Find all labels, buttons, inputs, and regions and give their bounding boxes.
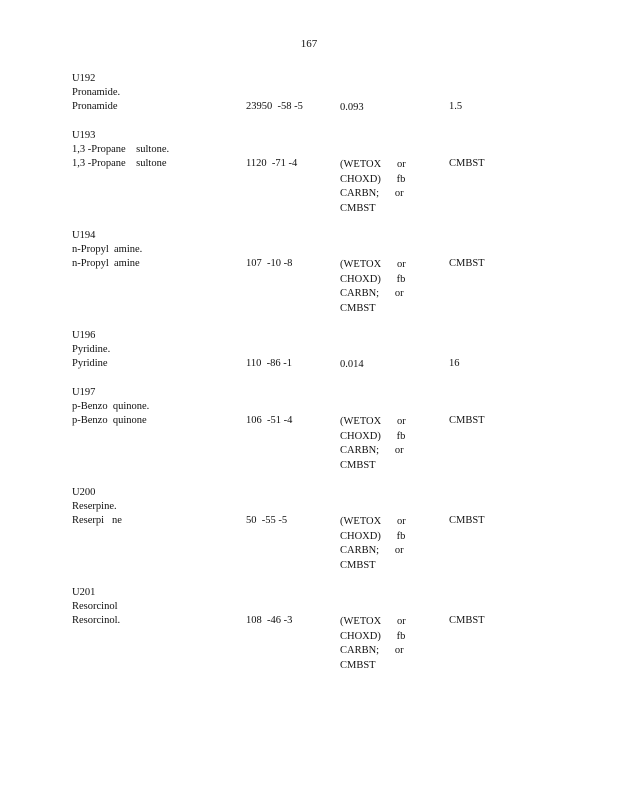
cas-number: 107 -10 -8: [246, 258, 293, 269]
nonwastewater-standard: 16: [449, 358, 460, 369]
cas-number: 106 -51 -4: [246, 415, 293, 426]
constituent-name: Reserpi ne: [72, 515, 122, 526]
wastewater-standard: 0.014: [340, 359, 364, 370]
cas-number: 23950 -58 -5: [246, 101, 303, 112]
cas-number: 110 -86 -1: [246, 358, 292, 369]
constituent-name: Pyridine: [72, 358, 108, 369]
wastewater-standard: (WETOX or CHOXD) fb CARBN; or CMBST: [340, 259, 406, 314]
waste-title: n-Propyl amine.: [72, 244, 143, 255]
waste-title: Pronamide.: [72, 87, 121, 98]
nonwastewater-standard: CMBST: [449, 515, 485, 526]
constituent-name: Resorcinol.: [72, 615, 121, 626]
cas-number: 108 -46 -3: [246, 615, 293, 626]
wastewater-standard: (WETOX or CHOXD) fb CARBN; or CMBST: [340, 616, 406, 671]
nonwastewater-standard: CMBST: [449, 615, 485, 626]
waste-code: U201: [72, 587, 96, 598]
wastewater-standard: (WETOX or CHOXD) fb CARBN; or CMBST: [340, 516, 406, 571]
page-number: 167: [300, 38, 318, 50]
wastewater-standard: (WETOX or CHOXD) fb CARBN; or CMBST: [340, 416, 406, 471]
waste-code: U193: [72, 130, 96, 141]
waste-code: U200: [72, 487, 96, 498]
constituent-name: p-Benzo quinone: [72, 415, 147, 426]
nonwastewater-standard: CMBST: [449, 158, 485, 169]
waste-title: Pyridine.: [72, 344, 111, 355]
waste-code: U194: [72, 230, 96, 241]
constituent-name: 1,3 -Propane sultone: [72, 158, 167, 169]
waste-title: 1,3 -Propane sultone.: [72, 144, 170, 155]
waste-title: p-Benzo quinone.: [72, 401, 150, 412]
nonwastewater-standard: 1.5: [449, 101, 463, 112]
wastewater-standard: 0.093: [340, 102, 364, 113]
waste-title: Resorcinol: [72, 601, 118, 612]
cas-number: 1120 -71 -4: [246, 158, 298, 169]
waste-title: Reserpine.: [72, 501, 117, 512]
waste-code: U197: [72, 387, 96, 398]
nonwastewater-standard: CMBST: [449, 258, 485, 269]
constituent-name: n-Propyl amine: [72, 258, 140, 269]
waste-code: U192: [72, 73, 96, 84]
nonwastewater-standard: CMBST: [449, 415, 485, 426]
cas-number: 50 -55 -5: [246, 515, 288, 526]
waste-code: U196: [72, 330, 96, 341]
wastewater-standard: (WETOX or CHOXD) fb CARBN; or CMBST: [340, 159, 406, 214]
constituent-name: Pronamide: [72, 101, 118, 112]
